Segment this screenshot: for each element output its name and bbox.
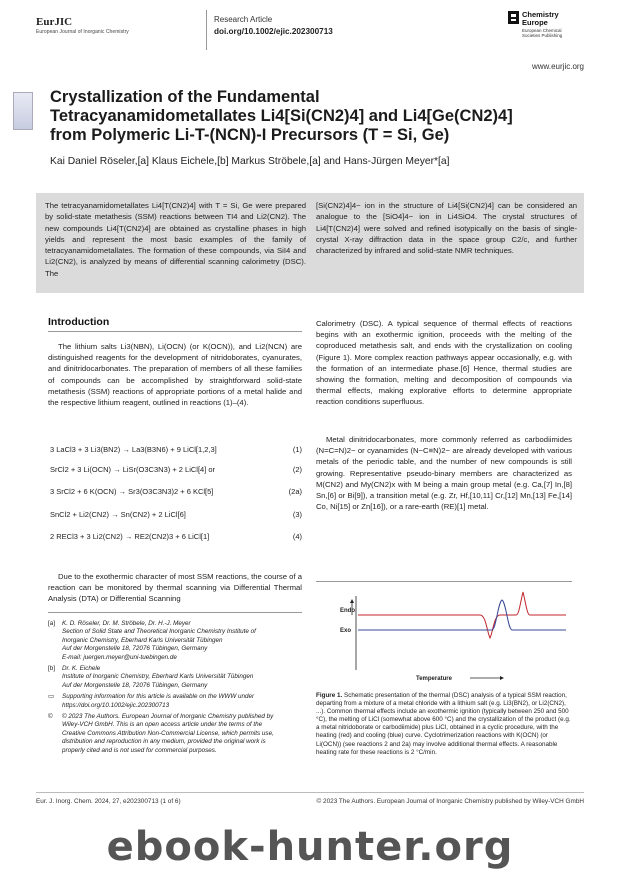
journal-website-link[interactable]: www.eurjic.org <box>531 62 584 71</box>
footer-citation: Eur. J. Inorg. Chem. 2024, 27, e202300713 (1 of 6) <box>36 798 181 805</box>
figure-1-caption <box>316 692 574 757</box>
caption-text: Schematic presentation of the thermal (DSC) analysis of a typical SSM reaction, departing from a mixture of a metal chloride with a lithium salt (e.g. Li3(BN2), or Li2(CN2), ...). Common thermal effects include an exothermic ignition (typically between 250 and 500 °C), the melting of LiCl (somewhat above 600 °C) and the crystallization of the product (e.g. a metal nitridoborate or carbodiimide) plus LiCl, obtained in a cyclic procedure, with the heating (red) and cooling (blue) curve. Cyclotrimerization reactions with K(OCN) (or Li(OCN)) (see reactions 2 and 2a) may involve additional thermal effects. A reasonable heating rate for these reactions is 2 °C/min. <box>316 692 571 756</box>
publisher-logo-text: Chemistry Europe <box>522 10 559 27</box>
section-rule <box>48 331 302 332</box>
footnote-line: distribution and reproduction in any medium, provided the original work is <box>62 738 266 746</box>
abstract-box <box>36 193 584 293</box>
footnote-line: Section of Solid State and Theoretical Inorganic Chemistry Institute of <box>62 628 256 636</box>
x-axis-label: Temperature <box>416 676 452 682</box>
footnote <box>48 693 304 710</box>
equation-number: (1) <box>292 445 302 454</box>
equation-number: (2) <box>292 465 302 474</box>
footnote-line: Dr. K. Eichele <box>62 665 101 672</box>
publisher-logo <box>508 10 584 46</box>
page-header <box>36 10 584 50</box>
intro-paragraph-1: The lithium salts Li3(NBN), Li(OCN) (or K(OCN)), and Li2(NCN) are distinguished reagents for the development of nitridoborates, cyanurates, and dinitridocarbonates. The preparation of members of all these families of compounds can be accomplished by straightforward solid-state metathesis (SSM) reactions of appropriate portions of a metal halide and the respective lithium reagent, outlined in reactions (1)–(4). <box>48 342 302 408</box>
title-line-2: Tetracyanamidometallates Li4[Si(CN2)4] and Li4[Ge(CN2)4] <box>50 107 513 125</box>
equation-text: 3 SrCl2 + 6 K(OCN) → Sr3(O3C3N3)2 + 6 KCl[5] <box>50 487 214 496</box>
heating-curve <box>358 592 566 638</box>
equation-text: 2 RECl3 + 3 Li2(CN2) → RE2(CN2)3 + 6 LiCl[1] <box>50 532 210 541</box>
watermark: ebook-hunter.org <box>106 824 514 870</box>
endo-arrowhead-icon <box>350 599 354 603</box>
reaction-equation <box>50 510 302 521</box>
equation-number: (2a) <box>288 487 302 496</box>
footnote <box>48 620 304 662</box>
footnote-body <box>62 665 302 690</box>
footnote-line: Supporting information for this article is available on the WWW under <box>62 693 255 701</box>
section-heading-introduction: Introduction <box>48 316 110 328</box>
journal-abbr: EurJIC <box>36 16 73 28</box>
figure-rule <box>316 581 572 582</box>
footnote-body <box>62 620 302 662</box>
footnote-line: properly cited and is not used for commercial purposes. <box>62 746 217 754</box>
title-line-1: Crystallization of the Fundamental <box>50 88 320 106</box>
journal-logo <box>36 16 129 35</box>
author-list: Kai Daniel Röseler,[a] Klaus Eichele,[b] Markus Ströbele,[a] and Hans-Jürgen Meyer*[a] <box>50 156 450 167</box>
toc-graphic-thumbnail <box>13 92 33 130</box>
footnote <box>48 665 304 690</box>
endo-label: Endo <box>340 608 355 614</box>
caption-label: Figure 1. <box>316 692 343 699</box>
equation-text: 3 LaCl3 + 3 Li3(BN2) → La3(B3N6) + 9 LiCl[1,2,3] <box>50 445 217 454</box>
reaction-equation <box>50 465 302 476</box>
footnote-line: Auf der Morgenstelle 18, 72076 Tübingen, Germany <box>62 681 208 689</box>
exo-label: Exo <box>340 628 352 634</box>
footnote-label: © <box>48 713 53 720</box>
intro-paragraph-2: Due to the exothermic character of most SSM reactions, the course of a reaction can be monitored by thermal scanning via Differential Thermal Analysis (DTA) or Differential Scanning <box>48 572 302 604</box>
footnote-line: K. D. Röseler, Dr. M. Ströbele, Dr. H.-J. Meyer <box>62 620 191 627</box>
article-title <box>50 88 590 145</box>
figure-1-dsc-schematic <box>330 590 572 686</box>
footnote-line: Creative Commons Attribution Non-Commercial License, which permits use, <box>62 729 274 737</box>
footnote-line[interactable]: E-mail: juergen.meyer@uni-tuebingen.de <box>62 653 177 661</box>
footer-copyright: © 2023 The Authors. European Journal of Inorganic Chemistry published by Wiley-VCH GmbH <box>316 798 584 805</box>
footnote-line: © 2023 The Authors. European Journal of Inorganic Chemistry published by <box>62 713 274 720</box>
header-divider <box>206 10 207 50</box>
doi-link[interactable]: doi.org/10.1002/ejic.202300713 <box>214 27 333 36</box>
equation-number: (4) <box>292 532 302 541</box>
journal-full-name: European Journal of Inorganic Chemistry <box>36 29 129 35</box>
right-paragraph-1: Calorimetry (DSC). A typical sequence of thermal effects of reactions begins with an exothermic ignition, proceeds with the melting of the coproduced metathesis salt, and ends with the crystallization on cooling (Figure 1). More complex reaction pathways appear occasionally, e.g. with the formation of an intermediate phase.[6] Hence, thermal studies are showing the formation, melting and decomposition of compounds via thermal effects, making explorative efforts to determine appropriate reaction conditions superfluous. <box>316 319 572 407</box>
article-meta <box>214 15 333 36</box>
abstract-left-column: The tetracyanamidometallates Li4[T(CN2)4] with T = Si, Ge were prepared by solid-state metathesis (SSM) reactions between TI4 and Li2(CN2). The new compounds Li4[T(CN2)4] are obtained as crystalline phases in high yields and represent the most basic examples of the family of tetracyanamidometallates. The formation of these compounds, via SiI4 and Li2(CN2), is analyzed by means of differential scanning calorimetry (DSC). The <box>45 201 306 278</box>
footnote-line: Inorganic Chemistry, Eberhard Karls Universität Tübingen <box>62 636 223 644</box>
footnote-body <box>62 713 302 755</box>
footnote-label: [a] <box>48 620 56 627</box>
footnote-rule <box>48 612 302 613</box>
x-arrowhead-icon <box>500 676 504 680</box>
abstract-right-column: [Si(CN2)4]4− ion in the structure of Li4[Si(CN2)4] can be considered an analogue to the [SiO4]4− ion in Li4SiO4. The crystal structures of Li4[T(CN2)4] were solved and refined isotypically on the basis of single-crystal X-ray diffraction data in the space group C2/c, and further characterized by infrared and solid-state NMR techniques. <box>316 201 577 256</box>
title-line-3: from Polymeric Li-T-(NCN)-I Precursors (T = Si, Ge) <box>50 126 450 144</box>
equation-text: SnCl2 + Li2(CN2) → Sn(CN2) + 2 LiCl[6] <box>50 510 186 519</box>
reaction-equation <box>50 445 302 456</box>
chemistry-europe-icon <box>508 11 519 24</box>
article-type: Research Article <box>214 15 273 24</box>
footnote-line: Auf der Morgenstelle 18, 72076 Tübingen, Germany <box>62 645 208 653</box>
footnote-label: ▭ <box>48 693 54 701</box>
equation-number: (3) <box>292 510 302 519</box>
equation-text: SrCl2 + 3 Li(OCN) → LiSr(O3C3N3) + 2 LiCl[4] or <box>50 465 216 474</box>
right-paragraph-2: Metal dinitridocarbonates, more commonly referred as carbodiimides (N=C=N)2− or cyanamides (N−C≡N)2− are already developed with various metals of the periodic table, and the number of new compounds is still growing. Representative pseudo-binary members are characterized as M(CN2) and My(CN2)x with M being a main group metal (e.g. Ca,[7] In,[8] Sn,[6] or Bi[9]), a transition metal (e.g. Zr, Hf,[10,11] Cr,[12] Mn,[13] Fe,[14] Co, Ni[15] or Zn[16]), or a rare-earth (RE)[1] metal. <box>316 435 572 512</box>
footnote <box>48 713 304 755</box>
footnote-body <box>62 693 302 710</box>
reaction-equation <box>50 532 302 543</box>
footnote-label: [b] <box>48 665 56 672</box>
footnote-line[interactable]: https://doi.org/10.1002/ejic.202300713 <box>62 701 170 709</box>
publisher-logo-subtitle: European Chemical Societies Publishing <box>522 28 563 38</box>
footnote-line: Wiley-VCH GmbH. This is an open access article under the terms of the <box>62 721 263 729</box>
reaction-equation <box>50 487 302 498</box>
footer-rule <box>36 792 584 793</box>
footnote-line: Institute of Inorganic Chemistry, Eberhard Karls Universität Tübingen <box>62 673 254 681</box>
